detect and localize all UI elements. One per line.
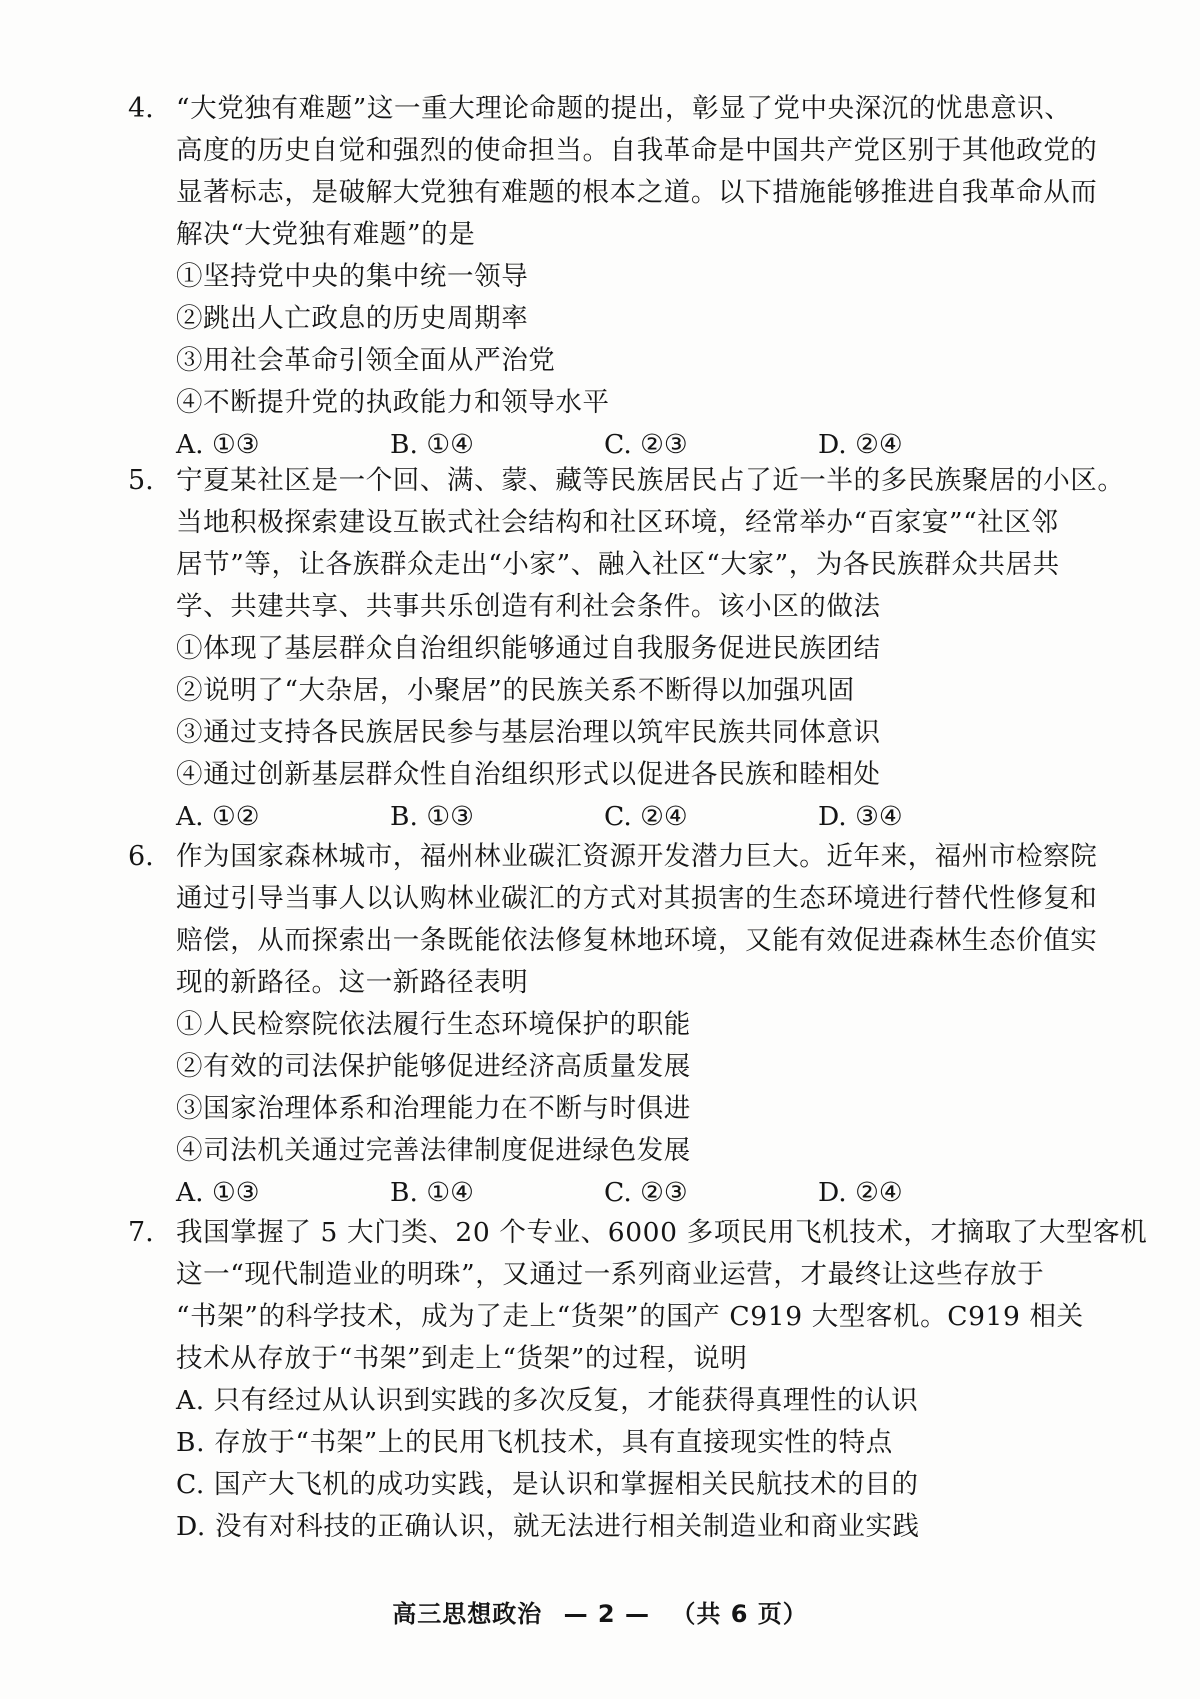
question-5: [128, 460, 1125, 838]
stem-line: 解决“大党独有难题”的是: [176, 219, 476, 250]
question-number: 6.: [128, 841, 154, 872]
stem-line: 高度的历史自觉和强烈的使命担当。自我革命是中国共产党区别于其他政党的: [176, 135, 1098, 166]
answer-choices: [176, 1172, 1108, 1214]
footer-subject: 高三思想政治: [392, 1600, 543, 1628]
question-stem: [176, 1212, 1148, 1380]
question-number: 5.: [128, 465, 154, 496]
footer-total-pages: （共 6 页）: [671, 1600, 808, 1628]
choice-a: A. ①③: [176, 429, 260, 460]
choice-a: A. 只有经过从认识到实践的多次反复，才能获得真理性的认识: [176, 1385, 919, 1416]
stem-line: 居节”等，让各族群众走出“小家”、融入社区“大家”，为各民族群众共居共: [176, 549, 1060, 580]
statement-2: ②说明了“大杂居，小聚居”的民族关系不断得以加强巩固: [176, 675, 855, 706]
stem-line: 我国掌握了 5 大门类、20 个专业、6000 多项民用飞机技术，才摘取了大型客机: [176, 1217, 1148, 1248]
choice-a: A. ①③: [176, 1177, 260, 1208]
statement-3: ③用社会革命引领全面从严治党: [176, 345, 556, 376]
choice-c: C. ②③: [604, 1177, 688, 1208]
statement-1: ①坚持党中央的集中统一领导: [176, 261, 529, 292]
statement-2: ②有效的司法保护能够促进经济高质量发展: [176, 1051, 691, 1082]
statement-1: ①体现了基层群众自治组织能够通过自我服务促进民族团结: [176, 633, 881, 664]
choice-b: B. 存放于“书架”上的民用飞机技术，具有直接现实性的特点: [176, 1427, 893, 1458]
page-footer: [0, 1594, 1200, 1629]
choice-c: C. 国产大飞机的成功实践，是认识和掌握相关民航技术的目的: [176, 1469, 919, 1500]
question-4: [128, 88, 1108, 466]
choice-a: A. ①②: [176, 801, 260, 832]
stem-line: 作为国家森林城市，福州林业碳汇资源开发潜力巨大。近年来，福州市检察院: [176, 841, 1098, 872]
choice-c: C. ②④: [604, 801, 688, 832]
choice-c: C. ②③: [604, 429, 688, 460]
stem-line: 技术从存放于“书架”到走上“货架”的过程，说明: [176, 1343, 748, 1374]
choice-d: D. ③④: [818, 801, 903, 832]
choice-d: D. ②④: [818, 429, 903, 460]
statement-3: ③国家治理体系和治理能力在不断与时俱进: [176, 1093, 691, 1124]
statement-2: ②跳出人亡政息的历史周期率: [176, 303, 529, 334]
stem-line: “大党独有难题”这一重大理论命题的提出，彰显了党中央深沉的忧患意识、: [176, 93, 1072, 124]
statement-3: ③通过支持各民族居民参与基层治理以筑牢民族共同体意识: [176, 717, 881, 748]
statement-4: ④通过创新基层群众性自治组织形式以促进各民族和睦相处: [176, 759, 881, 790]
question-number: 7.: [128, 1217, 154, 1248]
stem-line: 赔偿，从而探索出一条既能依法修复林地环境，又能有效促进森林生态价值实: [176, 925, 1098, 956]
stem-line: 学、共建共享、共事共乐创造有利社会条件。该小区的做法: [176, 591, 881, 622]
statement-4: ④不断提升党的执政能力和领导水平: [176, 387, 610, 418]
stem-line: 显著标志，是破解大党独有难题的根本之道。以下措施能够推进自我革命从而: [176, 177, 1098, 208]
stem-line: 这一“现代制造业的明珠”，又通过一系列商业运营，才最终让这些存放于: [176, 1259, 1045, 1290]
choice-b: B. ①④: [390, 1177, 474, 1208]
stem-line: 当地积极探索建设互嵌式社会结构和社区环境，经常举办“百家宴”“社区邻: [176, 507, 1059, 538]
choice-d: D. 没有对科技的正确认识，就无法进行相关制造业和商业实践: [176, 1511, 920, 1542]
choice-b: B. ①③: [390, 801, 474, 832]
statement-1: ①人民检察院依法履行生态环境保护的职能: [176, 1009, 691, 1040]
answer-choices: [176, 796, 1108, 838]
stem-line: “书架”的科学技术，成为了走上“货架”的国产 C919 大型客机。C919 相关: [176, 1301, 1084, 1332]
choice-d: D. ②④: [818, 1177, 903, 1208]
stem-line: 宁夏某社区是一个回、满、蒙、藏等民族居民占了近一半的多民族聚居的小区。: [176, 465, 1125, 496]
footer-page-number: — 2 —: [563, 1600, 650, 1628]
statement-4: ④司法机关通过完善法律制度促进绿色发展: [176, 1135, 691, 1166]
question-stem: [176, 836, 1108, 1004]
stem-line: 现的新路径。这一新路径表明: [176, 967, 529, 998]
question-7: [128, 1212, 1148, 1548]
question-stem: [176, 88, 1108, 256]
choice-b: B. ①④: [390, 429, 474, 460]
question-6: [128, 836, 1108, 1214]
stem-line: 通过引导当事人以认购林业碳汇的方式对其损害的生态环境进行替代性修复和: [176, 883, 1098, 914]
question-number: 4.: [128, 93, 154, 124]
question-stem: [176, 460, 1125, 628]
